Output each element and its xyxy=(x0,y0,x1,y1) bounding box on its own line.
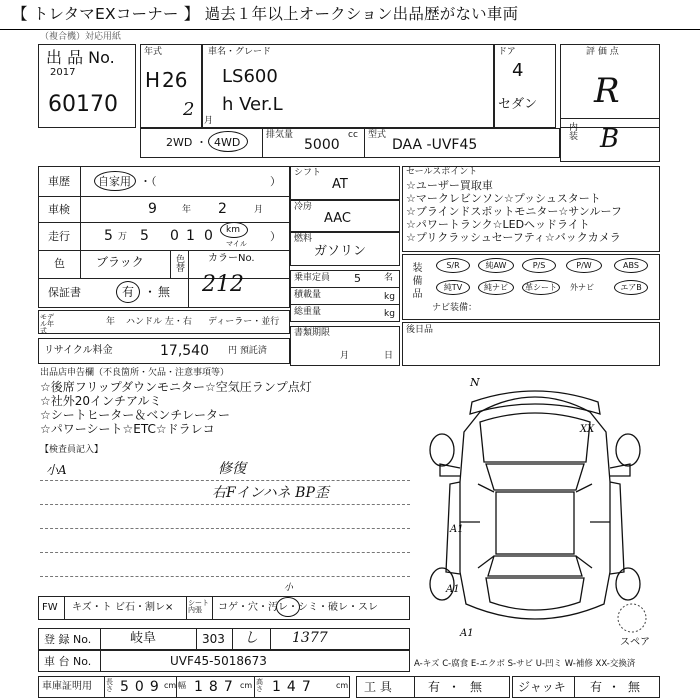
mileage-d2: 0 xyxy=(170,228,179,244)
month-value: 2 xyxy=(183,99,195,120)
seller-note-3: ☆シートヒーター＆ベンチレーター xyxy=(40,408,231,422)
displacement-label: 排気量 xyxy=(266,130,294,140)
inspection-month-unit: 月 xyxy=(254,205,264,215)
history-private-circle xyxy=(94,171,136,191)
displacement-unit: cc xyxy=(348,130,358,140)
fw-label: FW xyxy=(42,602,58,613)
warranty-no: 無 xyxy=(158,285,171,299)
damage-legend: A-キズ C-腐食 E-エクボ S-サビ U-凹ミ W-補修 XX-交換済 xyxy=(414,659,636,669)
equip-leather-seats: 革シート xyxy=(522,280,560,295)
jack-separator: ・ xyxy=(608,680,621,694)
gross-label: 総重量 xyxy=(294,307,322,317)
reg-number: 1377 xyxy=(292,630,328,646)
history-label: 車歴 xyxy=(48,175,70,188)
equip-power-steering: P/S xyxy=(522,258,556,273)
model-dealer: ディーラー・並行 xyxy=(208,317,280,327)
seats-label: 乗車定員 xyxy=(294,273,331,283)
mileage-mile: マイル xyxy=(226,240,247,248)
equip-tv: 純TV xyxy=(436,280,470,295)
inspector-mark-detail: 右Fインハネ BP歪 xyxy=(212,485,329,501)
mileage-km-circle xyxy=(220,222,248,238)
mileage-km: km xyxy=(226,225,240,235)
color-value: ブラック xyxy=(96,255,144,269)
equip-navi: 純ナビ xyxy=(478,280,514,295)
inspector-mark-repaired: 修復 xyxy=(218,461,246,477)
color-label: 色 xyxy=(54,257,65,270)
warranty-yes: 有 xyxy=(122,285,135,299)
chassis-label: 車 台 No. xyxy=(44,655,92,668)
month-suffix: 月 xyxy=(204,116,214,126)
tools-separator: ・ xyxy=(448,680,461,694)
tools-have: 有 xyxy=(428,680,441,694)
mileage-man: 5 xyxy=(104,228,113,244)
notes-box xyxy=(402,322,660,366)
equip-aftermarket-navi: 外ナビ xyxy=(570,283,594,292)
mileage-d1: 5 xyxy=(140,228,149,244)
mileage-close: ） xyxy=(270,230,281,243)
lot-year: 2017 xyxy=(50,67,76,78)
header-fragment: （複合機）対応用紙 xyxy=(40,32,122,42)
jack-have: 有 xyxy=(590,680,603,694)
mileage-d4: 0 xyxy=(204,228,213,244)
score-label: 評 価 点 xyxy=(586,47,619,57)
top-banner xyxy=(0,0,700,30)
color-code-label: カラーNo. xyxy=(208,253,255,264)
reg-kana: し xyxy=(244,630,258,646)
model-line1: LS600 xyxy=(222,66,278,87)
doors-label: ドア xyxy=(498,47,516,57)
shift-value: AT xyxy=(332,177,348,192)
load-label: 積載量 xyxy=(294,290,322,300)
body-type: セダン xyxy=(498,97,538,112)
navi-label: ナビ装備： xyxy=(432,303,478,313)
color-change-label: 色替 xyxy=(174,254,184,272)
height-value: 147 xyxy=(272,679,317,695)
seller-note-1: ☆後席フリップダウンモニター☆空気圧ランプ点灯 xyxy=(40,380,312,394)
banner-text: 【 トレタマEXコーナー 】 過去１年以上オークション出品歴がない車両 xyxy=(12,5,519,23)
seat-condition: コゲ・穴・汚レ・シミ・破レ・スレ xyxy=(218,602,378,613)
inspection-label: 車検 xyxy=(48,203,70,216)
history-dots: ・（ xyxy=(140,175,157,188)
seller-notes-label: 出品店申告欄（不良箇所・欠品・注意事項等） xyxy=(40,368,230,378)
year-label: 年式 xyxy=(144,47,163,57)
mileage-man-unit: 万 xyxy=(118,232,128,242)
drive-4wd: 4WD xyxy=(214,136,241,149)
seat-label: シート 内張 xyxy=(188,599,209,614)
length-label: 長さ xyxy=(106,678,113,693)
jack-none: 無 xyxy=(628,680,641,694)
reg-class: 303 xyxy=(202,632,225,646)
cert-label: 車庫証明用 xyxy=(42,681,92,692)
height-label: 高さ xyxy=(256,678,263,693)
seats-unit: 名 xyxy=(384,273,394,283)
fuel-value: ガソリン xyxy=(314,244,367,259)
year-value: 26 xyxy=(162,68,188,92)
warranty-yes-circle xyxy=(116,281,140,303)
diagram-mark-a1-door: A1 xyxy=(446,584,460,595)
aircon-label: 冷房 xyxy=(294,202,313,212)
aircon-value: AAC xyxy=(324,211,351,226)
history-private: 自家用 xyxy=(98,175,131,188)
model-handle: ハンドル 左・右 xyxy=(126,317,192,327)
storage-day: 日 xyxy=(384,351,394,361)
selling-point-4: ☆パワートランク☆LEDヘッドライト xyxy=(406,218,590,231)
drive-separator: ・ xyxy=(196,136,207,149)
model-year-unit: 年 xyxy=(106,317,116,327)
equip-airbag: エアB xyxy=(614,280,648,295)
model-line2: h Ver.L xyxy=(222,94,283,115)
warranty-separator: ・ xyxy=(144,285,157,299)
length-unit: cm xyxy=(164,681,177,690)
chassis-value: UVF45-5018673 xyxy=(170,654,267,668)
diagram-mark-a1-left: A1 xyxy=(450,524,464,535)
drive-4wd-circle xyxy=(208,131,248,152)
width-unit: cm xyxy=(240,681,253,690)
selling-point-5: ☆プリクラッシュセーフティ☆バックカメラ xyxy=(406,231,621,244)
seller-note-4: ☆パワーシート☆ETC☆ドラレコ xyxy=(40,422,215,436)
inspector-mark-small-a: 小A xyxy=(46,463,67,477)
equip-sunroof: S/R xyxy=(436,258,470,273)
shift-label: シフト xyxy=(294,168,322,178)
storage-month: 月 xyxy=(340,351,350,361)
doors-value: 4 xyxy=(512,60,524,81)
inspection-year-unit: 年 xyxy=(182,205,192,215)
diagram-mark-xx: XX xyxy=(580,424,595,435)
equip-power-windows: P/W xyxy=(566,258,602,273)
width-value: 187 xyxy=(194,679,239,695)
recycle-value: 17,540 xyxy=(160,343,209,359)
recycle-unit: 円 預託済 xyxy=(228,346,267,356)
selling-point-1: ☆ユーザー買取車 xyxy=(406,179,493,192)
drive-2wd: 2WD xyxy=(166,136,193,149)
selling-point-2: ☆マークレビンソン☆プッシュスタート xyxy=(406,192,601,205)
length-value: 509 xyxy=(120,679,165,695)
car-damage-diagram xyxy=(410,372,660,644)
gross-unit: kg xyxy=(384,309,395,319)
type-code: DAA -UVF45 xyxy=(392,137,478,153)
seat-mark: 小 xyxy=(284,583,294,593)
tools-label: 工 具 xyxy=(364,680,392,694)
model-label: 車名・グレード xyxy=(208,47,272,57)
mileage-label: 走行 xyxy=(48,230,70,243)
tools-none: 無 xyxy=(470,680,483,694)
inspector-label: 【検査員記入】 xyxy=(40,445,104,455)
fuel-label: 燃料 xyxy=(294,234,313,244)
era: H xyxy=(145,68,161,92)
equipment-label: 装備品 xyxy=(410,262,421,301)
notes-label: 後日品 xyxy=(406,325,434,335)
inspection-month: 2 xyxy=(218,201,227,217)
reg-label: 登 録 No. xyxy=(44,633,92,646)
stain-circle xyxy=(276,597,300,617)
lot-number: 60170 xyxy=(48,92,118,117)
displacement-value: 5000 xyxy=(304,137,340,153)
storage-label: 書類期限 xyxy=(294,328,331,338)
warranty-label: 保証書 xyxy=(48,286,81,299)
spare-label: スペア xyxy=(620,637,650,648)
interior-value: B xyxy=(600,124,620,154)
selling-point-3: ☆ブラインドスポットモニター☆サンルーフ xyxy=(406,205,622,218)
recycle-label: リサイクル料金 xyxy=(44,345,113,356)
model-year-label: モデル年式 xyxy=(40,313,54,335)
height-unit: cm xyxy=(336,681,349,690)
score-value: R xyxy=(594,71,620,111)
diagram-mark-a1-rear: A1 xyxy=(460,628,474,639)
type-label: 型式 xyxy=(368,130,387,140)
equip-alloy-wheels: 純AW xyxy=(478,258,514,273)
seller-note-2: ☆社外20インチアルミ xyxy=(40,394,162,408)
interior-label: 内装 xyxy=(567,122,577,140)
fw-items: キズ・ト ビ石・割レ× xyxy=(72,602,174,613)
diagram-mark-n: N xyxy=(470,376,480,389)
mileage-d3: 1 xyxy=(186,228,195,244)
jack-label: ジャッキ xyxy=(518,680,566,694)
lot-label: 出 品 No. xyxy=(46,48,115,67)
reg-region: 岐阜 xyxy=(130,631,157,646)
width-label: 幅 xyxy=(178,681,186,690)
equip-abs: ABS xyxy=(614,258,648,273)
seats-value: 5 xyxy=(354,272,361,285)
inspection-year: 9 xyxy=(148,201,157,217)
history-close: ） xyxy=(270,175,281,188)
selling-points-label: セールスポイント xyxy=(406,167,478,177)
load-unit: kg xyxy=(384,292,395,302)
color-code: 212 xyxy=(202,272,244,297)
